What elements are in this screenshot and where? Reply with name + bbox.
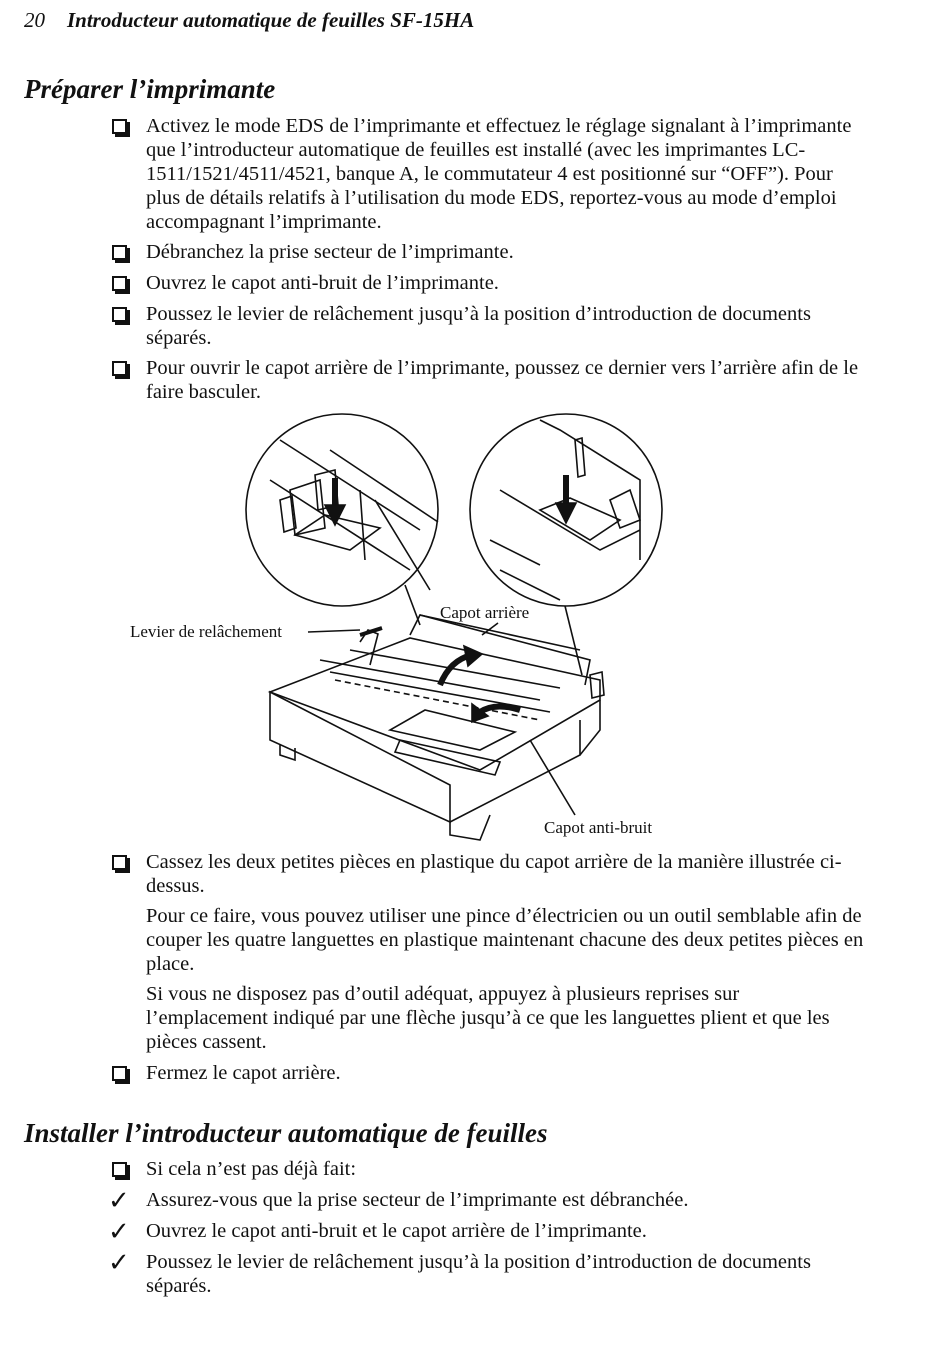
running-title: Introducteur automatique de feuilles SF-15HA	[67, 8, 475, 32]
running-header	[24, 8, 474, 33]
list-item: Cassez les deux petites pièces en plastique du capot arrière de la manière illustrée ci-dessus.	[146, 851, 842, 897]
checkmark-icon: ✓	[108, 1248, 130, 1278]
page-number: 20	[24, 8, 45, 32]
checkmark-icon: ✓	[108, 1186, 130, 1216]
list-item: Fermez le capot arrière.	[146, 1062, 341, 1084]
check-item: Assurez-vous que la prise secteur de l’imprimante est débranchée.	[146, 1189, 689, 1211]
list-item: Si cela n’est pas déjà fait:	[146, 1158, 357, 1180]
checkbox-bullet-icon	[112, 119, 127, 134]
list-item: Poussez le levier de relâchement jusqu’à la position d’introduction de documents séparés.	[146, 303, 811, 349]
checkbox-bullet-icon	[112, 1162, 127, 1177]
printer-illustration	[120, 410, 840, 850]
list-item: Débranchez la prise secteur de l’imprimante.	[146, 241, 514, 263]
checkbox-bullet-icon	[112, 361, 127, 376]
label-rear-cover: Capot arrière	[440, 603, 530, 622]
list-item: Activez le mode EDS de l’imprimante et effectuez le réglage signalant à l’imprimante que l’introducteur automatique de feuilles est installé (avec les imprimantes LC-1511/1521/4511/4521, banque A, le commutateur 4 est positionné sur “OFF”). Pour plus de détails relatifs à l’utilisation du mode EDS, reportez-vous au mode d’emploi accompagnant l’imprimante.	[146, 115, 852, 233]
checkbox-bullet-icon	[112, 307, 127, 322]
checkbox-bullet-icon	[112, 1066, 127, 1081]
check-item: Ouvrez le capot anti-bruit et le capot arrière de l’imprimante.	[146, 1220, 647, 1242]
paragraph: Pour ce faire, vous pouvez utiliser une pince d’électricien ou un outil semblable afin de couper les quatre languettes en plastique maintenant chacune des deux petites pièces en place.	[146, 905, 864, 975]
check-item: Poussez le levier de relâchement jusqu’à la position d’introduction de documents séparés.	[146, 1251, 811, 1297]
checkbox-bullet-icon	[112, 276, 127, 291]
label-noise-cover: Capot anti-bruit	[544, 818, 653, 837]
checkbox-bullet-icon	[112, 855, 127, 870]
paragraph: Si vous ne disposez pas d’outil adéquat, appuyez à plusieurs reprises sur l’emplacement indiqué par une flèche jusqu’à ce que les languettes plient et que les pièces cassent.	[146, 983, 830, 1053]
list-item: Pour ouvrir le capot arrière de l’imprimante, poussez ce dernier vers l’arrière afin de le faire basculer.	[146, 357, 859, 403]
list-item: Ouvrez le capot anti-bruit de l’imprimante.	[146, 272, 499, 294]
checkmark-icon: ✓	[108, 1217, 130, 1247]
checkbox-bullet-icon	[112, 245, 127, 260]
section-title-prepare: Préparer l’imprimante	[24, 74, 276, 104]
section-title-install: Installer l’introducteur automatique de feuilles	[24, 1118, 548, 1148]
label-release-lever: Levier de relâchement	[130, 622, 282, 641]
